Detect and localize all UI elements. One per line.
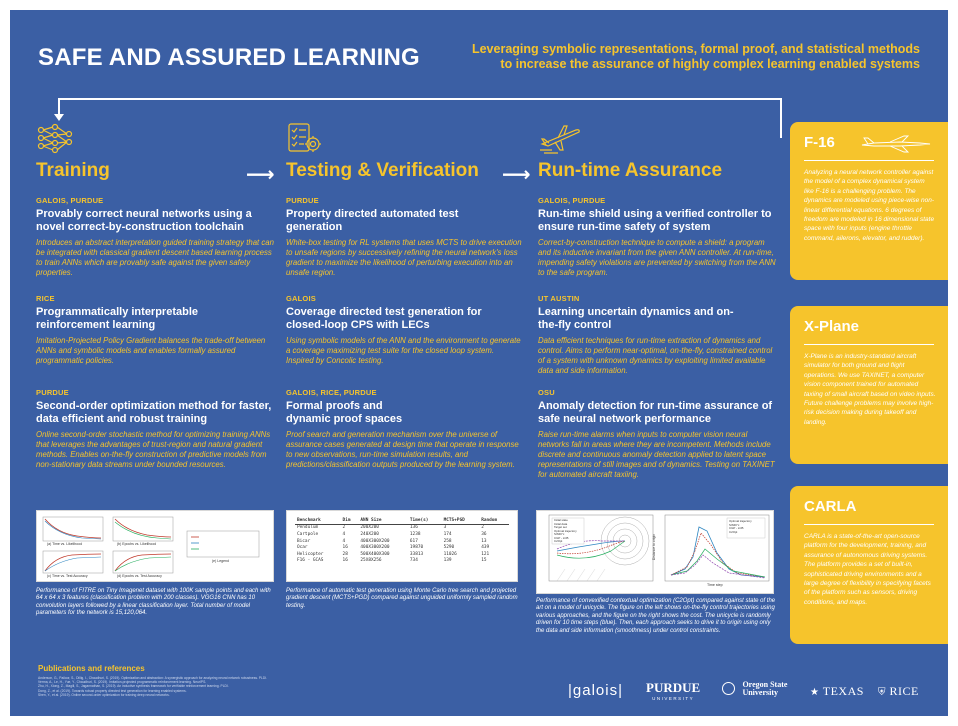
table-cell: Bicar	[297, 538, 311, 544]
legend-item: C2Opt	[554, 539, 563, 543]
legend-item: Optimal trajectory	[729, 519, 752, 523]
publication-item: Verma, A., Le, H., Yue, Y., Chaudhuri, S. (2019). Imitation-projected programmatic reinforcement learning. NeurIPS.	[38, 680, 207, 685]
flow-arrow-icon: ⟶	[246, 164, 275, 186]
fig-panel-label: (e) Legend	[212, 559, 229, 563]
table-row	[295, 558, 509, 565]
figure-benchmark-table	[286, 510, 518, 582]
publications-title: Publications and references	[38, 664, 145, 673]
publications-list	[38, 676, 558, 697]
table-cell: 121	[481, 551, 490, 557]
table-row	[295, 551, 509, 558]
fig3-legend-left	[554, 519, 577, 544]
neural-network-icon	[36, 122, 74, 154]
flow-loop-left	[58, 98, 60, 114]
section-title: Learning uncertain dynamics and on-the-fly control	[538, 306, 734, 331]
osu-logo-name: Oregon State	[742, 679, 788, 689]
table-cell: 500X400X300	[360, 551, 390, 557]
table-header-cell: Time(s)	[408, 517, 442, 524]
column-title-testing: Testing & Verification	[286, 160, 479, 181]
poster	[10, 10, 948, 716]
section-institution: GALOIS	[286, 294, 316, 303]
section-institution: RICE	[36, 294, 55, 303]
table-cell: 3	[443, 525, 447, 531]
section-body: Correct-by-construction technique to compute a shield: a program and its inductive invariant from the given ANN controller. At run-time, impending safety violations are prevented by switching from the ANN to the safe program.	[538, 238, 776, 277]
section-body: Using symbolic models of the ANN and the environment to generate a coverage maximizing test suite for the closed loop system. Inspired by Concolic testing.	[286, 336, 521, 365]
benchmark-table	[295, 517, 509, 564]
checklist-icon	[286, 122, 324, 154]
table-cell: 2	[342, 525, 346, 531]
section-body: Proof search and generation mechanism over the universe of assurance cases generated at design time that operate in response to new observations, run-time simulation results, and predictions/classification outputs produced by the learning system.	[286, 430, 519, 469]
texas-logo	[810, 684, 864, 699]
osu-logo-sub: University	[742, 687, 779, 697]
table-cell: 16	[342, 545, 348, 551]
section-body: White-box testing for RL systems that uses MCTS to drive execution to unsafe regions by successively refining the neural network's loss gradient to maximize the likelihood of perturbing execution into an unsafe region.	[286, 238, 522, 277]
side-card-divider	[804, 524, 934, 525]
table-cell: 400X300X200	[360, 538, 390, 544]
purdue-logo-sub: UNIVERSITY	[652, 696, 695, 701]
section-institution: PURDUE	[36, 388, 69, 397]
fig3-ylabel: Distance to origin	[652, 533, 657, 561]
side-card-divider	[804, 160, 934, 161]
section-title: Programmatically interpretable reinforcement learning	[36, 306, 199, 331]
table-cell: 5290	[443, 545, 455, 551]
table-row	[295, 531, 509, 538]
fig-panel-label: (a) Time vs. Likelihood	[47, 542, 83, 546]
section-institution: UT AUSTIN	[538, 294, 580, 303]
section-institution: PURDUE	[286, 196, 319, 205]
table-cell: 617	[409, 538, 418, 544]
texas-logo-name: TEXAS	[822, 684, 864, 698]
rice-logo-name: RICE	[889, 684, 919, 698]
figure-fitre-curves	[36, 510, 274, 582]
table-cell: 2	[481, 525, 484, 531]
side-card-title: F-16	[804, 134, 835, 151]
legend-item: CGP - LCB	[554, 535, 569, 540]
publication-item: Anderson, G., Pailoor, S., Dillig, I., Chaudhuri, S. (2019). Optimization and abstraction: A synergistic approach for analyzing neural network robustness. PLDI.	[38, 676, 268, 680]
osu-logo	[722, 680, 787, 698]
section-title: Anomaly detection for run-time assurance of safe neural network performance	[538, 400, 773, 425]
section-institution: OSU	[538, 388, 555, 397]
table-cell: 11026	[443, 551, 457, 557]
table-cell: Cartpole	[297, 531, 319, 537]
fig-panel-label: (b) Epochs vs. Likelihood	[117, 542, 157, 546]
rice-shield-icon: ⛨	[878, 687, 886, 698]
table-cell: 4	[342, 538, 346, 544]
flow-arrow-icon: ⟶	[502, 164, 531, 186]
legend-item: SINDYc	[729, 522, 740, 527]
section-institution: GALOIS, PURDUE	[538, 196, 606, 205]
table-header-cell: MCTS+PGD	[442, 517, 480, 524]
section-title: Formal proofs and dynamic proof spaces	[286, 400, 403, 425]
table-cell: 4	[342, 531, 346, 537]
figure-unicycle-control	[536, 510, 774, 594]
figure-caption: Performance of convexified contextual optimization (C2Opt) compared against state of the art on a model of unicycle. The figure on the left shows on-the-fly control trajectories using various approaches, and the figure on the right shows the cost. The unicycle is randomly driven for 10 time steps (blue). Then, each approach seeks to drive it to origin using only the data and side information (smoothness) under control constraints.	[536, 598, 776, 634]
fitre-plots-graphic	[37, 511, 274, 582]
table-header-cell: ANN Size	[358, 517, 408, 524]
table-row	[295, 524, 509, 531]
section-body: Data efficient techniques for run-time extraction of dynamics and control. Aims to perform near-optimal, on-the-fly, constrained control of a system with unknown dynamics by exploiting limited available data and side information.	[538, 336, 773, 375]
table-cell: 25X8X256	[360, 558, 382, 564]
flow-loop-right	[780, 98, 782, 138]
publication-item: Zhu, H., Xiong, Z., Magill, S., Jagannathan, S. (2019). An inductive synthesis framework for verifiable reinforcement learning. PLDI.	[38, 684, 229, 689]
legend-item: CGP - LCB	[729, 526, 744, 531]
section-title: Coverage directed test generation for closed-loop CPS with LECs	[286, 306, 482, 331]
table-cell: 258	[443, 538, 452, 544]
figure-caption: Performance of FITRE on Tiny Imagenet dataset with 100K sample points and each with 64 x 64 x 3 features (classification problem with 200 classes). VGG16 CNN has 10 convolution layers followed by a linear classification layer. Total number of model parameters for the network is 15,120,064.	[36, 588, 271, 617]
column-title-training: Training	[36, 160, 110, 181]
table-header-cell: Random	[479, 517, 509, 524]
subtitle-line-1: Leveraging symbolic representations, formal proof, and statistical methods	[471, 42, 920, 56]
section-body: Raise run-time alarms when inputs to computer vision neural networks fall in areas where they are incompetent. Methods include discrete and continuous anomaly detection applied to latent space representations of still images and of dynamics. Testing on TAXINET for automated aircraft taxiing.	[538, 430, 775, 479]
side-card-title: X-Plane	[804, 318, 860, 335]
fighter-jet-icon	[860, 134, 932, 159]
side-card-f16	[790, 122, 948, 280]
fig3-xlabel: Time step	[707, 583, 723, 587]
table-cell: 136	[409, 525, 418, 531]
table-cell: 16	[342, 558, 348, 564]
section-institution: GALOIS, RICE, PURDUE	[286, 388, 377, 397]
side-card-carla	[790, 486, 948, 644]
side-card-xplane	[790, 306, 948, 464]
column-title-runtime: Run-time Assurance	[538, 160, 723, 181]
table-cell: Helicopter	[297, 551, 324, 557]
subtitle-line-2: to increase the assurance of highly complex learning enabled systems	[500, 57, 920, 71]
table-cell: 15	[481, 558, 487, 564]
side-card-text: Analyzing a neural network controller against the model of a complex dynamical system like F-16 is a challenging problem. The dynamics are modeled using piece-wise non-linear differential equations. 6 degrees of freedom are modeled in 16 dimensional state space with four inputs (engine throttle command, ailerons, elevator, and rudder).	[804, 169, 935, 242]
legend-item: SINDYc	[554, 532, 565, 536]
airplane-icon	[538, 122, 576, 154]
texas-emblem-icon: ★	[810, 687, 820, 698]
poster-subtitle	[360, 42, 920, 72]
section-title: Property directed automated test generation	[286, 208, 459, 233]
osu-emblem-icon	[722, 682, 735, 695]
fig-panel-label: (d) Epochs vs. Test Accuracy	[117, 574, 162, 578]
table-cell: Pendulum	[297, 525, 319, 531]
legend-item: C2Opt	[729, 529, 738, 534]
table-cell: 19870	[409, 545, 424, 551]
rice-logo	[878, 684, 919, 699]
legend-item: Target set	[554, 525, 567, 529]
table-cell: 400X300X200	[360, 545, 390, 551]
legend-item: Initial state	[554, 518, 568, 522]
table-header-row	[295, 517, 509, 524]
section-body: Online second-order stochastic method for optimizing training ANNs that leverages the advantages of trust-region and natural gradient methods. Enables on-the-fly construction of predictive models from non-stationary data streams under bounded resources.	[36, 430, 271, 469]
side-card-divider	[804, 344, 934, 345]
table-row	[295, 538, 509, 545]
section-institution: GALOIS, PURDUE	[36, 196, 104, 205]
figure-caption: Performance of automatic test generation using Monte Carlo tree search and projected gradient descent (MCTS+PGD) compared against unguided uniformly sampled random testing.	[286, 588, 518, 609]
purdue-logo	[646, 680, 700, 701]
purdue-logo-name: PURDUE	[646, 680, 701, 695]
table-cell: 734	[409, 558, 418, 564]
section-title: Second-order optimization method for faster, data efficient and robust training	[36, 400, 272, 425]
side-card-title: CARLA	[804, 498, 857, 515]
fig-panel-label: (c) Time vs. Test Accuracy	[47, 574, 88, 578]
table-cell: 174	[443, 531, 452, 537]
side-card-text: CARLA is a state-of-the-art open-source platform for the development, training, and assurance of autonomous driving systems. The platform provides a set of built-in, sophisticated driving environments and a large degree of flexibility in specifying facets of the platform such as sensors, driving conditions, and maps.	[804, 533, 931, 606]
table-cell: 139	[443, 558, 452, 564]
table-cell: 200X200	[360, 525, 379, 531]
section-title: Run-time shield using a verified controller to ensure run-time safety of system	[538, 208, 772, 233]
table-cell: Ocar	[297, 545, 308, 551]
legend-item: Optimal trajectory	[554, 528, 577, 533]
table-cell: 1238	[409, 531, 421, 537]
table-row	[295, 544, 509, 551]
section-body: Imitation-Projected Policy Gradient balances the trade-off between ANNs and symbolic models and enables formally assured programmatic policies.	[36, 336, 266, 365]
table-cell: 439	[481, 545, 490, 551]
table-cell: 240X200	[360, 531, 379, 537]
flow-loop-top	[58, 98, 782, 100]
galois-logo: |galois|	[568, 682, 623, 699]
table-cell: 33813	[409, 551, 424, 557]
legend-item: Initial data	[554, 521, 568, 526]
section-body: Introduces an abstract interpretation guided training strategy that can be integrated with classical gradient descent based learning process to train ANNs which are provably safe against the given safety properties.	[36, 238, 274, 277]
side-card-text: X-Plane is an industry-standard aircraft simulator for both ground and flight operations. We use TAXINET, a computer vision component trained for automated taxiing of small aircraft based on video inputs. Future challenge problems may involve high-risk decision making during takeoff and landing.	[804, 353, 936, 426]
table-cell: 28	[342, 551, 348, 557]
table-header-cell: Benchmark	[295, 517, 341, 524]
section-title: Provably correct neural networks using a novel correct-by-construction toolchain	[36, 208, 252, 233]
fig3-legend-right	[729, 520, 752, 534]
table-cell: 36	[481, 531, 487, 537]
table-cell: F16 - GCAS	[297, 558, 324, 564]
publication-item: Shen, Y., et al. (2019). Online second-order optimization for training deep neural networks.	[38, 692, 170, 697]
poster-title: SAFE AND ASSURED LEARNING	[38, 44, 420, 71]
flow-loop-arrowhead	[54, 114, 64, 121]
publication-item: Dong, Z., et al. (2019). Towards robust property directed test generation for learning enabled systems.	[38, 688, 187, 693]
table-header-cell: Dim	[341, 517, 359, 524]
table-cell: 13	[481, 538, 487, 544]
